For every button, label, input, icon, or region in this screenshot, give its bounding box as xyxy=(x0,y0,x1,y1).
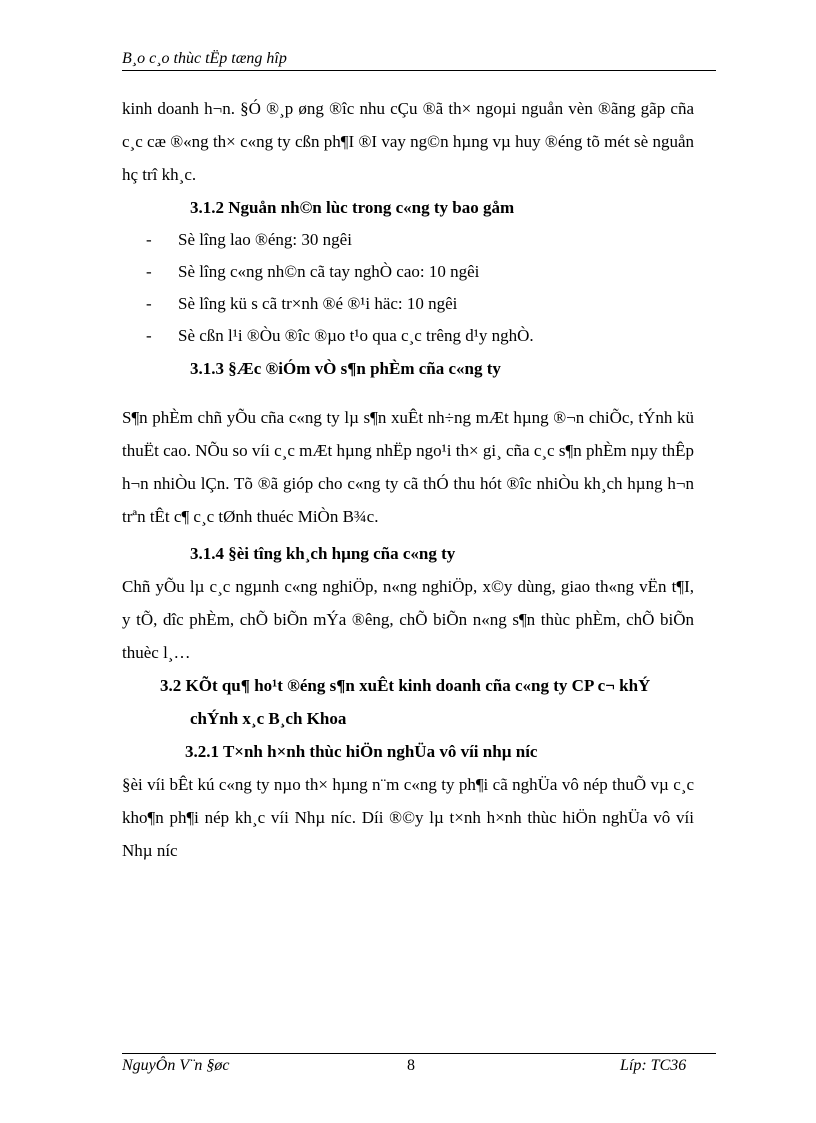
paragraph-intro: kinh doanh h¬n. §Ó ®¸p øng ®îc nhu cÇu ®ã th× ngoµi nguån vèn ®ãng gãp cña c¸c cæ ®«ng th× c«ng ty cßn ph¶I ®I vay ng©n hµng vµ huy ®éng tõ mét sè nguån hç trî kh¸c. xyxy=(122,99,694,184)
workforce-list xyxy=(122,224,694,352)
heading-3-1-2: 3.1.2 Nguån nh©n lùc trong c«ng ty bao gåm xyxy=(190,198,515,217)
page-header xyxy=(122,50,716,71)
list-item: - Sè lîng c«ng nh©n cã tay nghÒ cao: 10 ngêi xyxy=(122,256,694,288)
list-item: - Sè lîng lao ®éng: 30 ngêi xyxy=(122,224,694,256)
list-item: - Sè lîng kü s cã tr×nh ®é ®¹i häc: 10 ngêi xyxy=(122,288,694,320)
header-title: B¸o c¸o thùc tËp tæng hîp xyxy=(122,50,287,67)
heading-3-1-4: 3.1.4 §èi tîng kh¸ch hµng cña c«ng ty xyxy=(190,544,456,563)
dash-bullet: - xyxy=(146,294,152,313)
paragraph-products: S¶n phÈm chñ yÕu cña c«ng ty lµ s¶n xuÊt nh÷ng mÆt hµng ®¬n chiÕc, tÝnh kü thuËt cao. NÕu so víi c¸c mÆt hµng nhËp ngo¹i th× gi¸ cña c¸c s¶n phÈm nµy thÊp h¬n nhiÒu lÇn. Tõ ®ã gióp cho c«ng ty cã thÓ thu hót ®îc nhiÒu kh¸ch hµng h¬n trªn tÊt c¶ c¸c tØnh thuéc MiÒn B¾c. xyxy=(122,408,694,526)
heading-3-2: 3.2 KÕt qu¶ ho¹t ®éng s¶n xuÊt kinh doanh cña c«ng ty CP c¬ khÝ xyxy=(160,676,651,695)
heading-3-2-1: 3.2.1 T×nh h×nh thùc hiÖn nghÜa vô víi nhµ níc xyxy=(185,742,538,761)
dash-bullet: - xyxy=(146,230,152,249)
dash-bullet: - xyxy=(146,326,152,345)
list-item: - Sè cßn l¹i ®Òu ®îc ®µo t¹o qua c¸c trêng d¹y nghÒ. xyxy=(122,320,694,352)
page-number: 8 xyxy=(407,1057,415,1074)
page-body xyxy=(122,92,694,867)
page-footer xyxy=(122,1053,716,1078)
heading-3-2-continued: chÝnh x¸c B¸ch Khoa xyxy=(190,709,347,728)
heading-3-1-3: 3.1.3 §Æc ®iÓm vÒ s¶n phÈm cña c«ng ty xyxy=(190,359,501,378)
footer-author: NguyÔn V¨n §øc xyxy=(122,1057,230,1074)
paragraph-obligations: §èi víi bÊt kú c«ng ty nµo th× hµng n¨m c«ng ty ph¶i cã nghÜa vô nép thuÕ vµ c¸c kho¶n ph¶i nép kh¸c víi Nhµ níc. Díi ®©y lµ t×nh h×nh thùc hiÖn nghÜa vô víi Nhµ níc xyxy=(122,775,694,860)
paragraph-customers: Chñ yÕu lµ c¸c ngµnh c«ng nghiÖp, n«ng nghiÖp, x©y dùng, giao th«ng vËn t¶I, y tÕ, dîc phÈm, chÕ biÕn mÝa ®êng, chÕ biÕn n«ng s¶n thùc phÈm, chÕ biÕn thuèc l¸… xyxy=(122,577,694,662)
dash-bullet: - xyxy=(146,262,152,281)
footer-class: Líp: TC36 xyxy=(620,1057,687,1074)
